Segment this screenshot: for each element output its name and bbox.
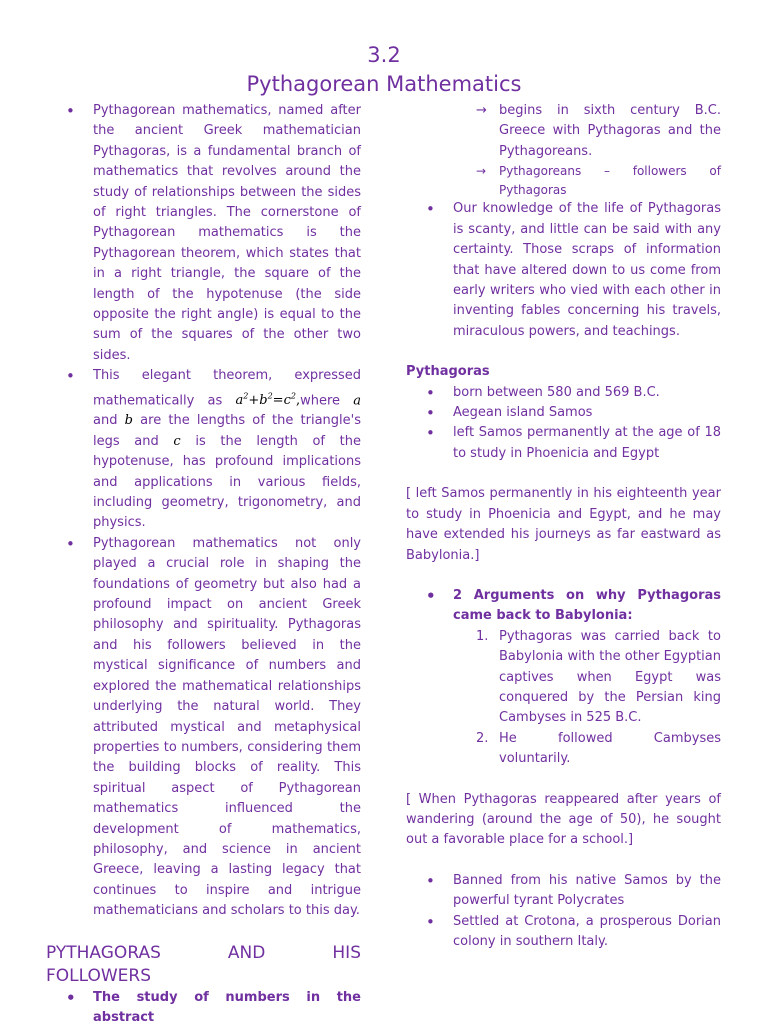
list-item: • Settled at Crotona, a prosperous Dorian colony in southern Italy. xyxy=(406,912,721,953)
variable-c: c xyxy=(173,433,181,449)
arrow-icon: → xyxy=(476,103,487,118)
arrow-icon: → xyxy=(476,164,487,179)
variable-b: b xyxy=(124,413,133,429)
arrow-item xyxy=(406,162,721,199)
knowledge-bullet-list xyxy=(406,199,721,342)
pythagoras-facts-list xyxy=(406,383,721,465)
intro-bullet-list xyxy=(46,101,361,922)
theorem-text-4: are the lengths of the triangle's legs and xyxy=(93,413,362,449)
list-item-theorem xyxy=(46,366,361,534)
arguments-heading: • 2 Arguments on why Pythagoras came back to Babylonia: xyxy=(406,586,721,627)
numbered-item-text: He followed Cambyses voluntarily. xyxy=(499,730,721,767)
list-item: • left Samos permanently at the age of 18 to study in Phoenicia and Egypt xyxy=(406,423,721,464)
section-number: 3.2 xyxy=(367,43,401,67)
item-number: 2. xyxy=(476,730,489,746)
left-column xyxy=(46,101,361,1028)
pythagoras-heading: Pythagoras xyxy=(406,364,490,380)
arrow-item-text: begins in sixth century B.C. Greece with Pythagoras and the Pythagoreans. xyxy=(499,103,721,159)
followers-heading-line2: FOLLOWERS xyxy=(46,965,152,986)
list-item: • Aegean island Samos xyxy=(406,403,721,423)
list-item: • The study of numbers in the abstract xyxy=(46,988,361,1028)
bracket-note: [ left Samos permanently in his eighteenth year to study in Phoenicia and Egypt, and he may have extended his journeys as far eastward as Babylonia.] xyxy=(406,486,721,563)
list-item: • Our knowledge of the life of Pythagoras is scanty, and little can be said with any certainty. Those scraps of information that have altered down to us come from early writers who vied with each other in inventing fables concerning his travels, miraculous powers, and teachings. xyxy=(406,199,721,342)
arrow-item xyxy=(406,101,721,162)
followers-bullet-list xyxy=(46,988,361,1028)
numbered-item xyxy=(406,627,721,729)
crotona-bullet-list xyxy=(406,871,721,953)
list-item: • Banned from his native Samos by the powerful tyrant Polycrates xyxy=(406,871,721,912)
page-title xyxy=(0,42,768,100)
bracket-note: [ When Pythagoras reappeared after years of wandering (around the age of 50), he sought out a favorable place for a school.] xyxy=(406,791,721,848)
pythagorean-formula: $a^2+b^2=c^2$, xyxy=(235,391,301,409)
arguments-list xyxy=(406,586,721,627)
arrow-item-text: Pythagoreans – followers of Pythagoras xyxy=(499,164,721,197)
numbered-item-text: Pythagoras was carried back to Babylonia with the other Egyptian captives when Egypt was conquered by the Persian king Cambyses in 525 B.C. xyxy=(499,628,721,726)
theorem-text-3: and xyxy=(93,413,125,429)
followers-heading xyxy=(46,942,361,988)
followers-heading-line1: PYTHAGORAS AND HIS xyxy=(46,942,361,963)
theorem-text-1: This elegant theorem, expressed mathematically as xyxy=(93,368,361,409)
theorem-text-2: where xyxy=(300,393,354,409)
section-title: Pythagorean Mathematics xyxy=(246,72,522,96)
list-item: • Pythagorean mathematics, named after the ancient Greek mathematician Pythagoras, is a fundamental branch of mathematics that revolves around the study of relationships between the sides of right triangles. The cornerstone of Pythagorean mathematics is the Pythagorean theorem, which states that in a right triangle, the square of the length of the hypotenuse (the side opposite the right angle) is equal to the sum of the squares of the other two sides. xyxy=(46,101,361,366)
item-number: 1. xyxy=(476,628,489,644)
list-item: • born between 580 and 569 B.C. xyxy=(406,383,721,403)
variable-a: a xyxy=(353,393,361,409)
numbered-item xyxy=(406,729,721,770)
theorem-text-5: is the length of the hypotenuse, has profound implications and applications in various fields, including geometry, trigonometry, and physics. xyxy=(93,433,361,531)
list-item: • Pythagorean mathematics not only played a crucial role in shaping the foundations of geometry but also had a profound impact on ancient Greek philosophy and spirituality. Pythagoras and his followers believed in the mystical significance of numbers and explored the mathematical relationships underlying the natural world. They attributed mystical and metaphysical properties to numbers, considering them the building blocks of reality. This spiritual aspect of Pythagorean mathematics influenced the development of mathematics, philosophy, and science in ancient Greece, leaving a lasting legacy that continues to inspire and intrigue mathematicians and scholars to this day. xyxy=(46,534,361,922)
right-column xyxy=(406,101,721,952)
